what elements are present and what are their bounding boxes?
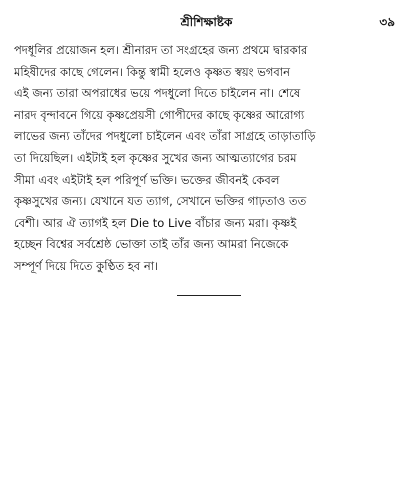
text-line-1: পদধূলির প্রয়োজন হল। শ্রীনারদ তা সংগ্রহের জন্য প্রথমে দ্বারকার: [14, 43, 308, 57]
text-line-7: সীমা এবং এইটাই হল পরিপূর্ণ ভক্তি। ভক্তের জীবনই কেবল: [14, 172, 280, 187]
text-line-2: মহিষীদের কাছে গেলেন। কিন্তু স্বামী হলেও কৃষ্ণত স্বয়ং ভগবান: [14, 64, 290, 79]
text-line-8: কৃষ্ণসুখের জন্য। যেখানে যত ত্যাগ, সেখানে ভক্তির গাঢ়তাও তত: [14, 194, 307, 209]
body-paragraph: [14, 40, 398, 278]
text-line-3: এই জন্য তারা অপরাধের ভয়ে পদধুলো দিতে চাইলেন না। শেষে: [14, 86, 301, 101]
text-line-4: নারদ বৃন্দাবনে গিয়ে কৃষ্ণপ্রেয়সী গোপীদের কাছে কৃষ্ণের আরোগ্য: [14, 107, 305, 122]
text-line-11: সম্পূর্ণ দিয়ে দিতে কুণ্ঠিত হব না।: [14, 258, 159, 273]
text-line-6: তা দিয়েছিল। এইটাই হল কৃষ্ণের সুখের জন্য আত্মত্যাগের চরম: [14, 150, 297, 165]
running-header: [0, 10, 413, 34]
text-line-9: বেশী। আর ঐ ত্যাগই হল Die to Live বাঁচার জন্য মরা। কৃষ্ণই: [14, 215, 297, 230]
text-line-10: হচ্ছেন বিশ্বের সর্বশ্রেষ্ঠ ভোক্তা তাই তাঁর জন্য আমরা নিজেকে: [14, 237, 289, 252]
running-header-title: শ্রীশিক্ষাষ্টক: [180, 15, 233, 29]
section-end-divider: [177, 295, 241, 296]
page-number: ৩৯: [379, 15, 395, 29]
text-line-5: লাভের জন্য তাঁদের পদধুলো চাইলেন এবং তাঁরা সাগ্রহে তাড়াতাড়ি: [14, 129, 316, 144]
